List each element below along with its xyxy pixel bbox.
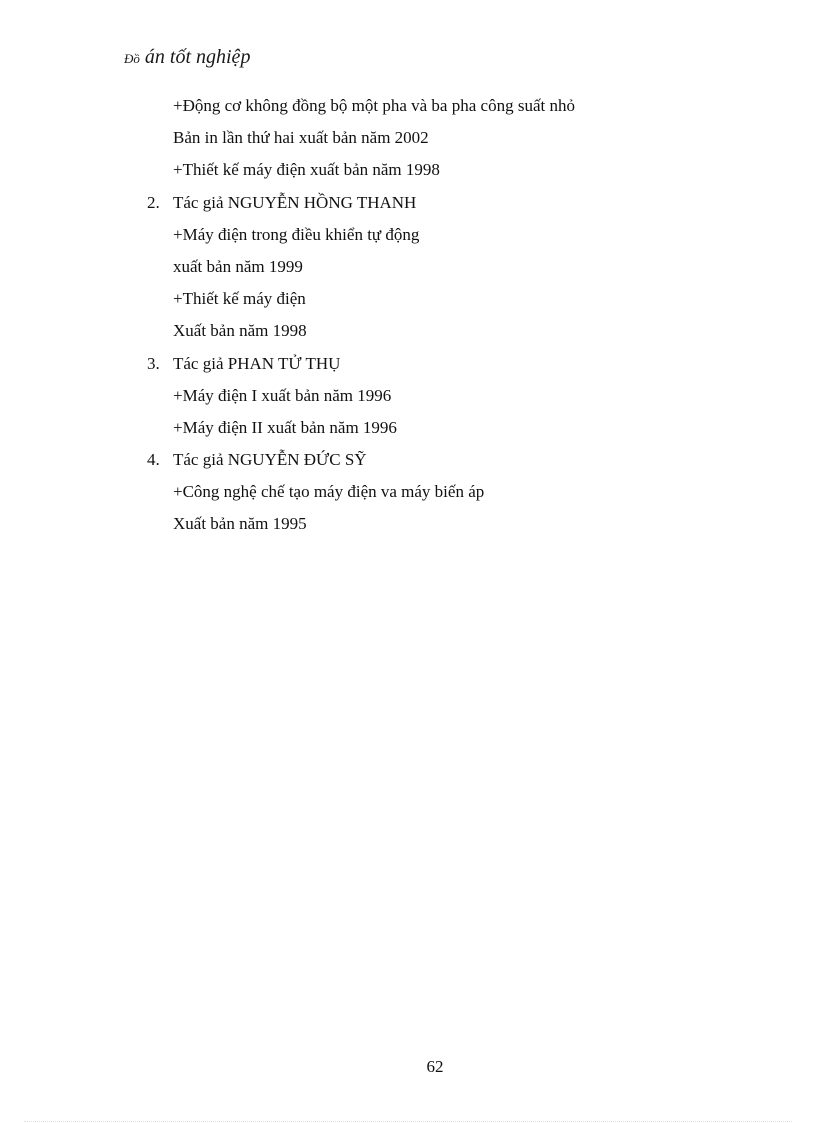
reference-line: +Máy điện I xuất bản năm 1996	[173, 385, 392, 405]
reference-item-3	[147, 350, 707, 382]
reference-item-2	[147, 189, 707, 221]
reference-number: 2.	[147, 192, 160, 212]
header-title: án tốt nghiệp	[139, 46, 251, 68]
reference-line: +Thiết kế máy điện xuất bản năm 1998	[173, 160, 440, 180]
reference-line: +Động cơ không đồng bộ một pha và ba pha công suất nhỏ	[173, 96, 575, 115]
reference-line: +Thiết kế máy điện	[173, 289, 306, 309]
reference-author: Tác giả NGUYỄN HỒNG THANH	[173, 192, 417, 212]
reference-line: +Máy điện trong điều khiển tự động	[173, 224, 420, 244]
reference-list	[147, 92, 707, 543]
reference-number: 4.	[147, 450, 160, 470]
reference-line: +Máy điện II xuất bản năm 1996	[173, 417, 397, 437]
reference-number: 3.	[147, 353, 160, 373]
page-bottom-divider	[24, 1121, 792, 1122]
reference-line: Xuất bản năm 1998	[173, 321, 307, 341]
reference-author: Tác giả NGUYỄN ĐỨC SỸ	[173, 450, 367, 470]
page-header	[124, 46, 250, 69]
reference-author: Tác giả PHAN TỬ THỤ	[173, 353, 341, 373]
reference-line: Bản in lần thứ hai xuất bản năm 2002	[173, 128, 429, 148]
reference-line: +Công nghệ chế tạo máy điện va máy biến áp	[173, 482, 485, 502]
page-number: 62	[426, 1057, 444, 1076]
reference-line: xuất bản năm 1999	[173, 256, 303, 276]
header-title-prefix: Đồ	[124, 51, 140, 66]
reference-line: Xuất bản năm 1995	[173, 514, 307, 534]
reference-item-4	[147, 446, 707, 478]
